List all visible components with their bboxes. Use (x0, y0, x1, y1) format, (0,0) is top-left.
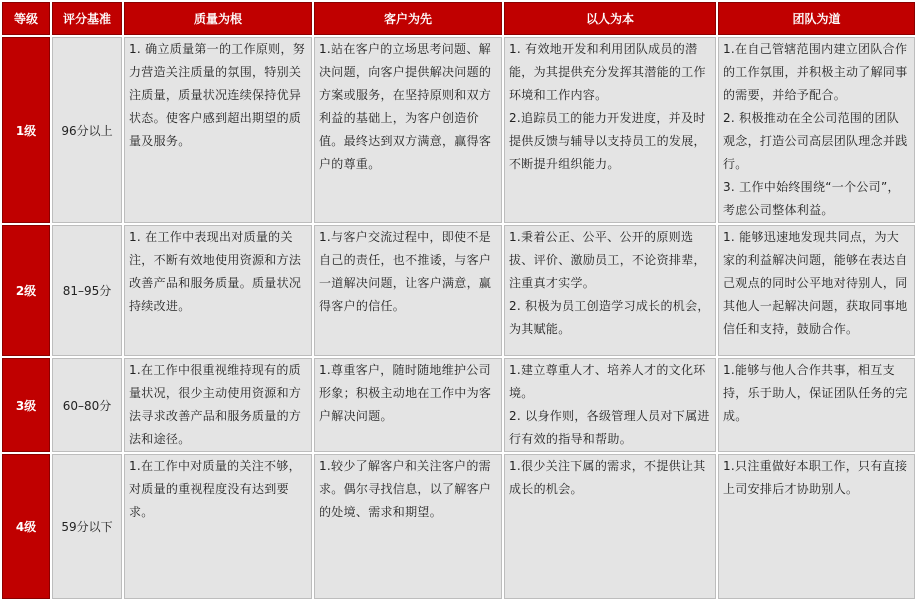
cell-line: 1.建立尊重人才、培养人才的文化环境。 (509, 363, 706, 400)
cell-line: 1.能够与他人合作共事，相互支持，乐于助人，保证团队任务的完成。 (723, 363, 908, 423)
cell-line: 3. 工作中始终围绕“一个公司”，考虑公司整体利益。 (723, 180, 900, 217)
table-row-level-1 (2, 37, 915, 223)
customer-cell (314, 454, 502, 599)
cell-line: 2. 以身作则，各级管理人员对下属进行有效的指导和帮助。 (509, 409, 710, 446)
header-people: 以人为本 (504, 2, 716, 35)
team-cell (718, 225, 915, 356)
level-label: 2级 (2, 225, 50, 356)
cell-line: 1.在工作中很重视维持现有的质量状况，很少主动使用资源和方法寻求改善产品和服务质量的方法和途径。 (129, 363, 302, 446)
people-cell (504, 37, 716, 223)
customer-cell (314, 358, 502, 452)
header-row (2, 2, 915, 35)
score-range: 60–80分 (52, 358, 122, 452)
cell-line: 1.尊重客户，随时随地维护公司形象；积极主动地在工作中为客户解决问题。 (319, 363, 492, 423)
header-score: 评分基准 (52, 2, 122, 35)
header-level: 等级 (2, 2, 50, 35)
cell-line: 2. 积极推动在全公司范围的团队观念，打造公司高层团队理念并践行。 (723, 111, 908, 171)
header-quality: 质量为根 (124, 2, 312, 35)
header-team: 团队为道 (718, 2, 915, 35)
cell-line: 1.秉着公正、公平、公开的原则选拔、评价、激励员工，不论资排辈，注重真才实学。 (509, 230, 706, 290)
customer-cell (314, 225, 502, 356)
level-label: 3级 (2, 358, 50, 452)
cell-line: 1. 在工作中表现出对质量的关注，不断有效地使用资源和方法改善产品和服务质量。质量状况持续改进。 (129, 230, 302, 313)
cell-line: 1.只注重做好本职工作，只有直接上司安排后才协助别人。 (723, 459, 908, 496)
cell-line: 1. 有效地开发和利用团队成员的潜能，为其提供充分发挥其潜能的工作环境和工作内容。 (509, 42, 706, 102)
table-row-level-3 (2, 358, 915, 452)
people-cell (504, 225, 716, 356)
level-label: 1级 (2, 37, 50, 223)
cell-line: 1.在工作中对质量的关注不够，对质量的重视程度没有达到要求。 (129, 459, 301, 519)
level-label: 4级 (2, 454, 50, 599)
cell-line: 1.与客户交流过程中，即使不是自己的责任，也不推诿，与客户一道解决问题，让客户满意，赢得客户的信任。 (319, 230, 492, 313)
cell-line: 1. 能够迅速地发现共同点，为大家的利益解决问题，能够在表达自己观点的同时公平地对待别人，同其他人一起解决问题，获取同事地信任和支持，鼓励合作。 (723, 230, 908, 336)
cell-line: 2.追踪员工的能力开发进度，并及时提供反馈与辅导以支持员工的发展，不断提升组织能力。 (509, 111, 706, 171)
score-range: 96分以上 (52, 37, 122, 223)
cell-line: 1.在自己管辖范围内建立团队合作的工作氛围，并积极主动了解同事的需要，并给予配合。 (723, 42, 908, 102)
cell-line: 1.站在客户的立场思考问题、解决问题，向客户提供解决问题的方案或服务，在坚持原则和双方利益的基础上，为客户创造价值。最终达到双方满意，赢得客户的尊重。 (319, 42, 492, 171)
quality-cell (124, 225, 312, 356)
table-row-level-2 (2, 225, 915, 356)
cell-line: 1.很少关注下属的需求，不提供让其成长的机会。 (509, 459, 706, 496)
quality-cell (124, 454, 312, 599)
team-cell (718, 454, 915, 599)
quality-cell (124, 37, 312, 223)
people-cell (504, 358, 716, 452)
cell-line: 1.较少了解客户和关注客户的需求。偶尔寻找信息，以了解客户的处境、需求和期望。 (319, 459, 492, 519)
score-range: 81–95分 (52, 225, 122, 356)
team-cell (718, 37, 915, 223)
score-range: 59分以下 (52, 454, 122, 599)
cell-line: 1. 确立质量第一的工作原则，努力营造关注质量的氛围，特别关注质量，质量状况连续保持优异状态。使客户感到超出期望的质量及服务。 (129, 42, 306, 148)
quality-cell (124, 358, 312, 452)
cell-line: 2. 积极为员工创造学习成长的机会，为其赋能。 (509, 299, 710, 336)
header-customer: 客户为先 (314, 2, 502, 35)
customer-cell (314, 37, 502, 223)
table-row-level-4 (2, 454, 915, 599)
people-cell (504, 454, 716, 599)
team-cell (718, 358, 915, 452)
